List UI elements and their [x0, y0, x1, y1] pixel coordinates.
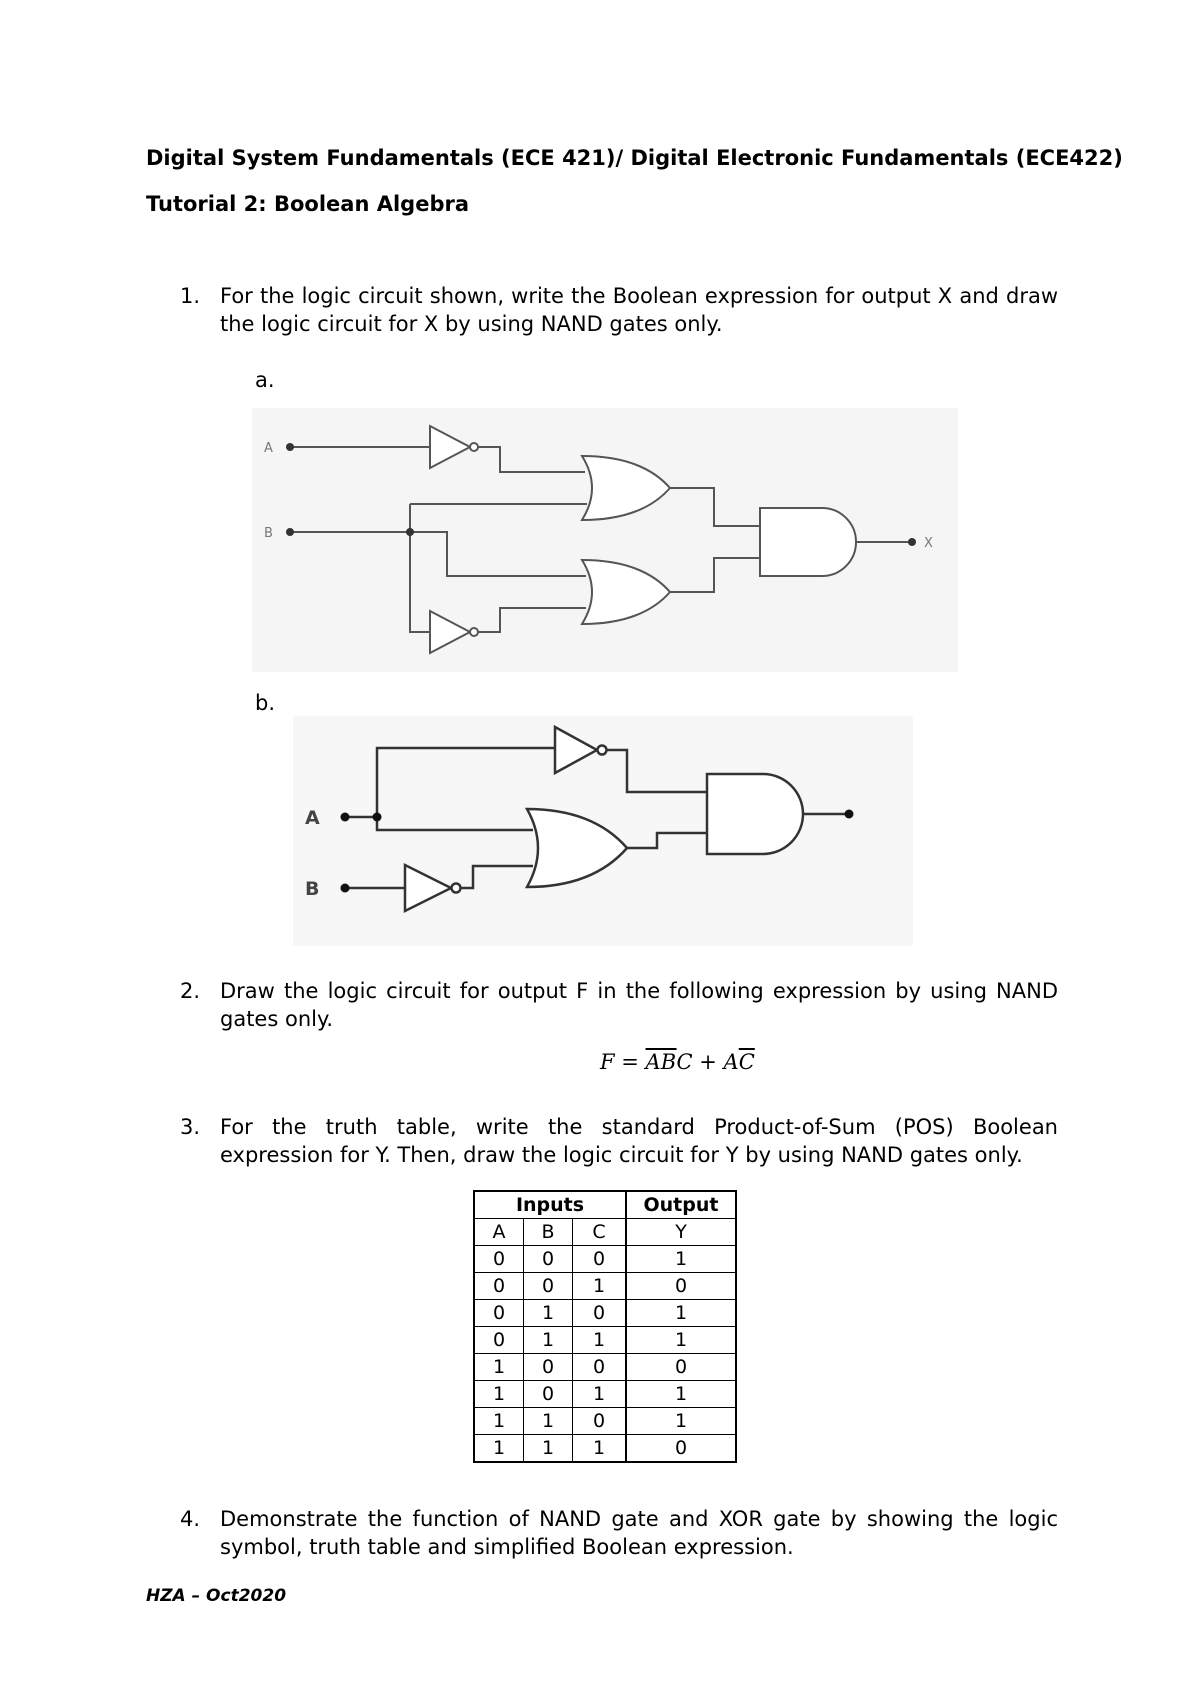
tutorial-title: Tutorial 2: Boolean Algebra	[146, 192, 470, 216]
cell: 0	[573, 1300, 627, 1327]
cell: 1	[524, 1327, 573, 1354]
cell: 0	[474, 1300, 524, 1327]
footer-author-date: HZA – Oct2020	[146, 1586, 287, 1606]
circuit-a-input-a: A	[264, 441, 273, 456]
question-number: 2.	[179, 979, 200, 1003]
circuit-a-input-b: B	[264, 526, 273, 541]
inputs-header: Inputs	[474, 1191, 626, 1219]
col-y: Y	[626, 1219, 736, 1246]
cell: 1	[573, 1273, 627, 1300]
subpart-b-label: b.	[255, 691, 276, 715]
circuit-b-input-a: A	[305, 807, 320, 829]
circuit-b-input-b: B	[305, 878, 320, 900]
question-number: 4.	[179, 1507, 200, 1531]
question-number: 1.	[179, 284, 200, 308]
cell: 0	[524, 1246, 573, 1273]
cell: 0	[524, 1354, 573, 1381]
table-row	[474, 1381, 736, 1408]
table-row	[474, 1246, 736, 1273]
question-number: 3.	[179, 1115, 200, 1139]
question-text: Draw the logic circuit for output F in the following expression by using NAND gates only.	[220, 979, 1058, 1031]
cell: 0	[524, 1381, 573, 1408]
cell: 0	[474, 1246, 524, 1273]
col-a: A	[474, 1219, 524, 1246]
table-row	[474, 1327, 736, 1354]
circuit-a-diagram	[252, 408, 958, 672]
cell: 0	[524, 1273, 573, 1300]
question-text: For the logic circuit shown, write the Boolean expression for output X and draw the logic circuit for X by using NAND gates only.	[220, 284, 1058, 336]
cell: 1	[474, 1408, 524, 1435]
cell: 1	[626, 1246, 736, 1273]
formula-ab-bar: $\overline{AB}$	[645, 1050, 677, 1074]
truth-table-group-header	[474, 1191, 736, 1219]
table-row	[474, 1273, 736, 1300]
cell: 1	[626, 1408, 736, 1435]
cell: 0	[573, 1246, 627, 1273]
cell: 1	[573, 1381, 627, 1408]
cell: 1	[474, 1354, 524, 1381]
cell: 1	[524, 1435, 573, 1463]
circuit-a-output-x: X	[924, 536, 933, 551]
cell: 0	[573, 1354, 627, 1381]
table-row	[474, 1354, 736, 1381]
cell: 1	[626, 1327, 736, 1354]
cell: 1	[474, 1435, 524, 1463]
truth-table	[473, 1190, 737, 1463]
table-row	[474, 1435, 736, 1463]
cell: 1	[573, 1327, 627, 1354]
question-text: For the truth table, write the standard Product-of-Sum (POS) Boolean expression for Y. Then, draw the logic circuit for Y by using NAND gates only.	[220, 1115, 1058, 1167]
cell: 0	[626, 1435, 736, 1463]
cell: 1	[573, 1435, 627, 1463]
col-c: C	[573, 1219, 627, 1246]
formula-mid: C + A	[676, 1050, 739, 1074]
boolean-formula	[600, 1050, 755, 1074]
cell: 0	[474, 1273, 524, 1300]
question-text: Demonstrate the function of NAND gate and XOR gate by showing the logic symbol, truth table and simplified Boolean expression.	[220, 1507, 1058, 1559]
subpart-a-label: a.	[255, 368, 275, 392]
cell: 0	[626, 1354, 736, 1381]
formula-c-bar: $\overline{C}$	[738, 1050, 755, 1074]
output-header: Output	[626, 1191, 736, 1219]
cell: 1	[524, 1408, 573, 1435]
table-row	[474, 1408, 736, 1435]
cell: 1	[626, 1300, 736, 1327]
cell: 0	[573, 1408, 627, 1435]
circuit-b-diagram	[293, 716, 913, 946]
cell: 1	[524, 1300, 573, 1327]
course-title: Digital System Fundamentals (ECE 421)/ Digital Electronic Fundamentals (ECE422)	[146, 146, 1123, 170]
formula-lhs: F =	[600, 1050, 646, 1074]
cell: 0	[474, 1327, 524, 1354]
cell: 0	[626, 1273, 736, 1300]
truth-table-col-header	[474, 1219, 736, 1246]
table-row	[474, 1300, 736, 1327]
col-b: B	[524, 1219, 573, 1246]
cell: 1	[474, 1381, 524, 1408]
cell: 1	[626, 1381, 736, 1408]
